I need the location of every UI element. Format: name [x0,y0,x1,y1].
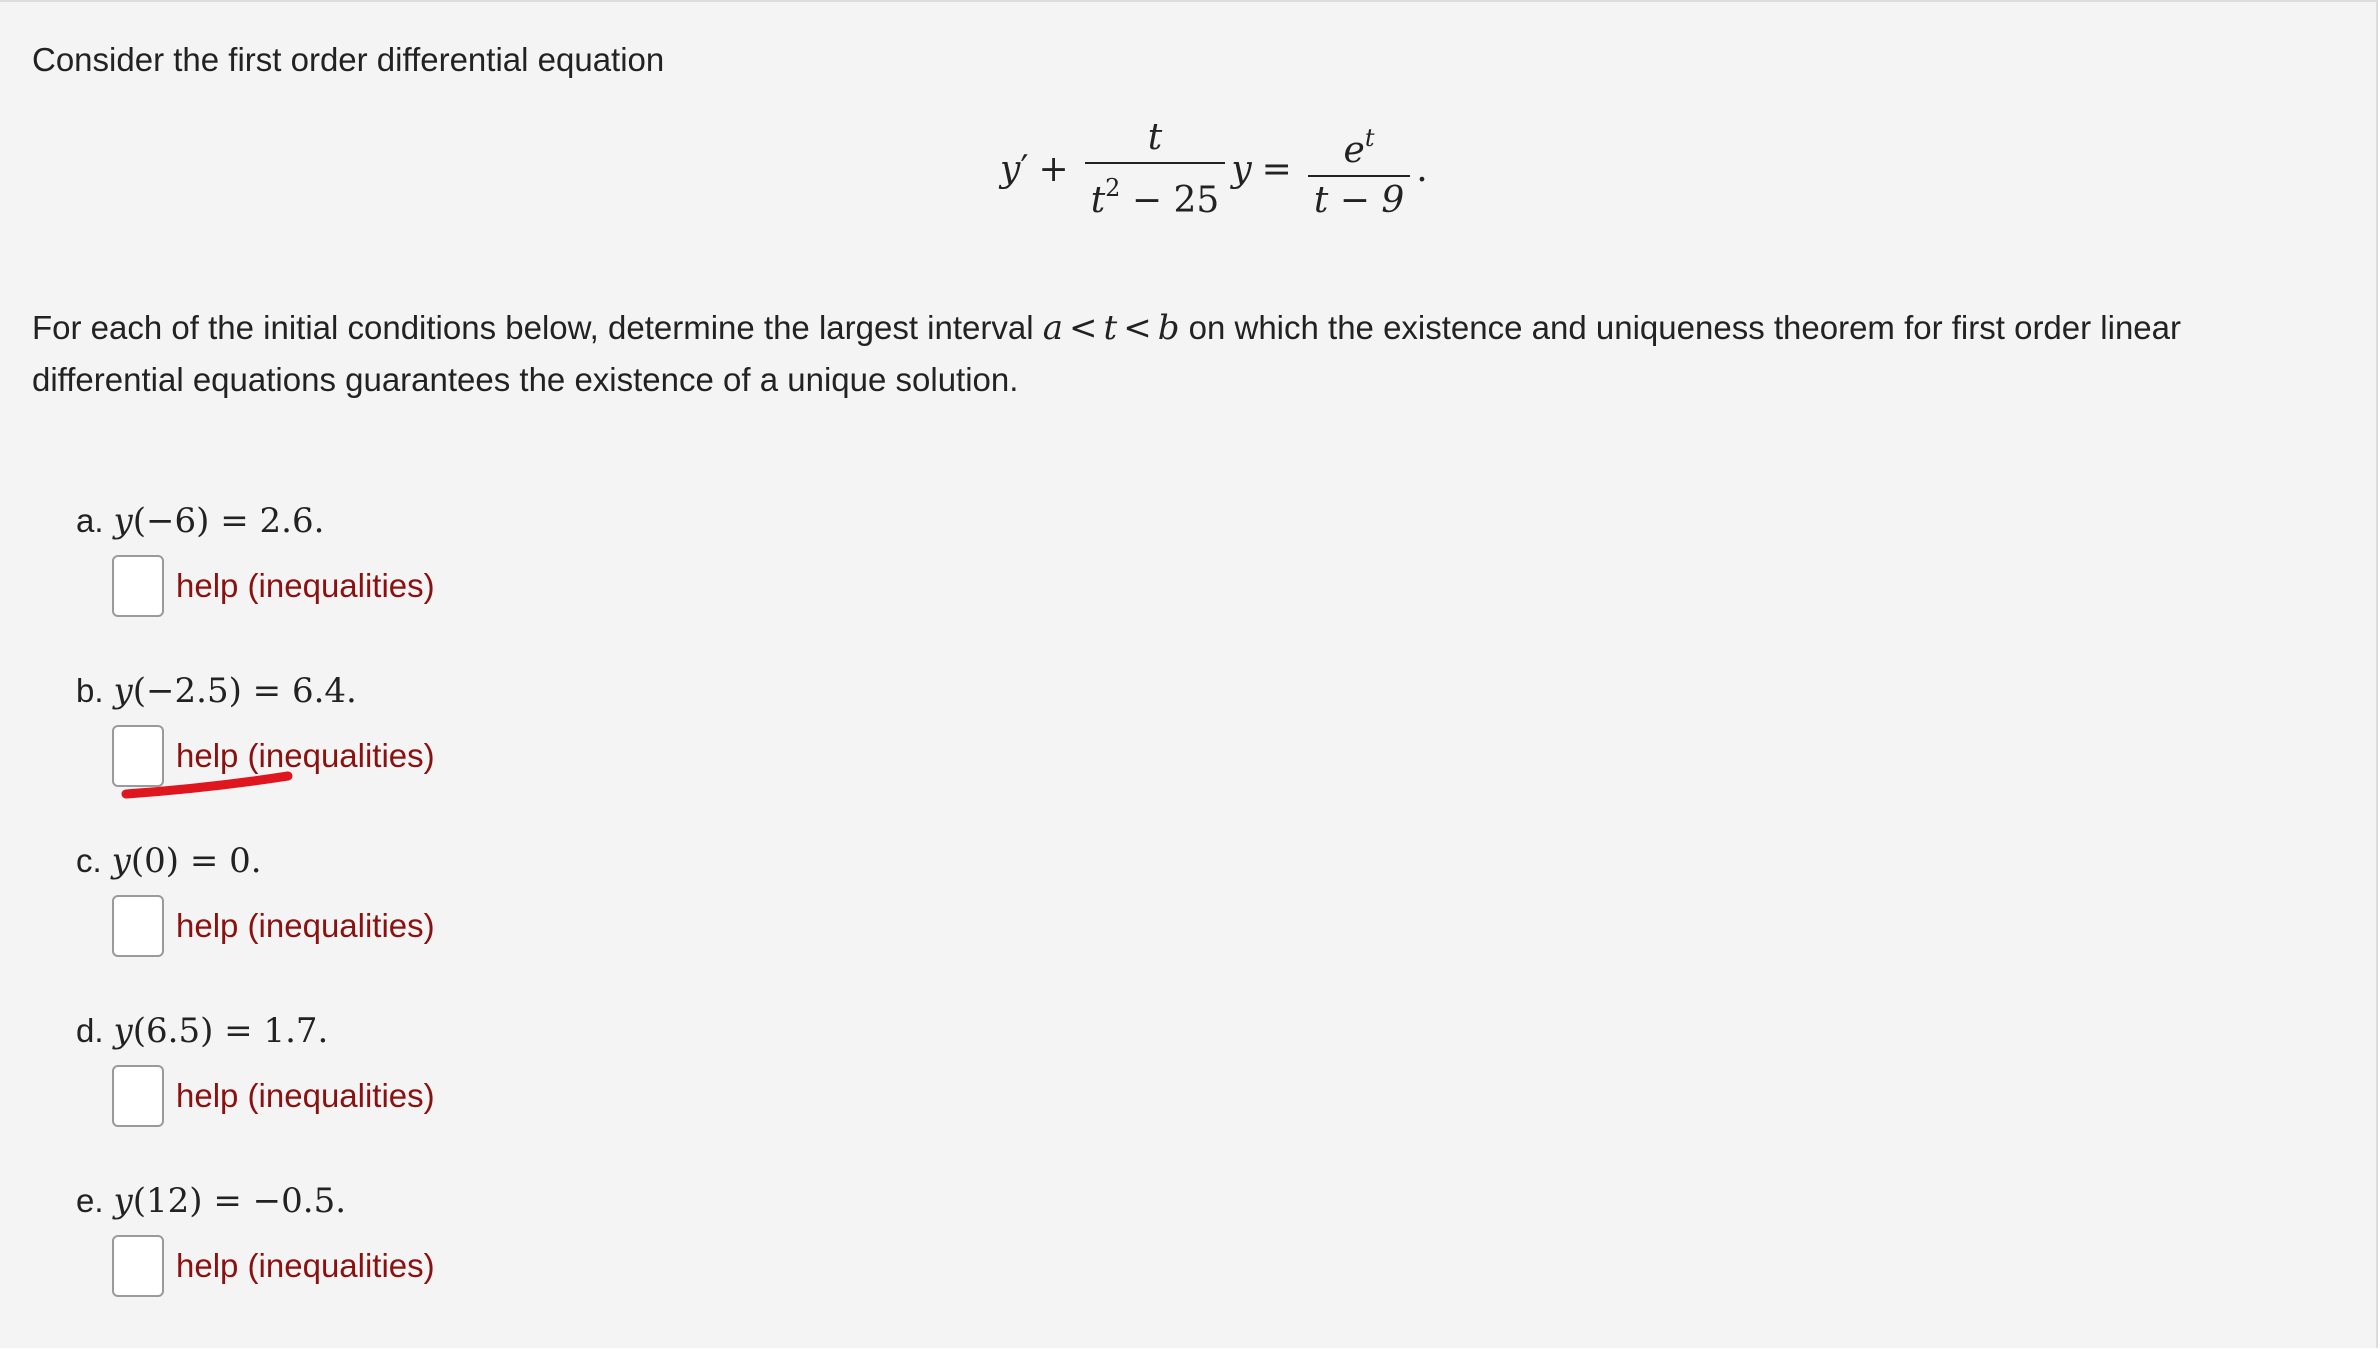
eq-frac1-den-exp: 2 [1105,173,1121,202]
initial-condition [114,669,357,713]
cond-arg: (−2.5) [132,671,242,711]
help-link-a[interactable]: help (inequalities) [176,567,435,604]
help-link-b[interactable]: help (inequalities) [176,737,435,774]
part-letter: d. [76,1012,104,1049]
part-c-label [76,839,876,883]
cond-value: = 2.6. [209,501,325,541]
part-b [76,669,876,787]
eq-period: . [1416,148,1428,190]
eq-prime: ′ [1020,148,1029,190]
initial-condition [114,499,325,543]
initial-condition [112,839,262,883]
part-letter: c. [76,842,102,879]
ineq-lt-1: < [1069,308,1098,348]
cond-fn: y [113,671,133,711]
part-letter: b. [76,672,104,709]
cond-fn: y [113,501,133,541]
answer-input-a[interactable] [112,555,164,617]
eq-frac2-num-exp: t [1364,123,1375,152]
intro-text: Consider the first order differential equation [32,41,665,78]
cond-arg: (−6) [132,501,210,541]
cond-value: = −0.5. [202,1181,347,1221]
answer-input-d[interactable] [112,1065,164,1127]
eq-frac1-den-rest: − 25 [1120,179,1220,221]
eq-frac1-denominator [1085,164,1226,225]
cond-arg: (12) [132,1181,203,1221]
eq-y: y [1000,148,1021,190]
help-link-d[interactable]: help (inequalities) [176,1077,435,1114]
cond-value: = 0. [179,841,262,881]
cond-fn: y [113,1011,133,1051]
part-letter: a. [76,502,104,539]
part-letter: e. [76,1182,104,1219]
eq-frac1-den-var: t [1090,179,1106,221]
instructions-text [32,302,2332,405]
eq-frac2-denominator: t − 9 [1313,179,1405,221]
interval-inequality [1043,308,1180,348]
part-e-label [76,1179,876,1223]
answer-input-e[interactable] [112,1235,164,1297]
initial-condition [114,1009,329,1053]
eq-frac1-numerator: t [1147,116,1163,158]
differential-equation [1000,114,1428,224]
ineq-a: a [1042,308,1064,348]
cond-fn: y [113,1181,133,1221]
help-link-e[interactable]: help (inequalities) [176,1247,435,1284]
ineq-lt-2: < [1123,308,1152,348]
eq-fraction-1 [1085,114,1226,225]
instructions-after: on which the existence and uniqueness theorem for first order linear differential equations guarantees the existence of a unique solution. [32,309,2182,398]
eq-y-term: y [1231,148,1252,190]
part-a-label [76,499,876,543]
part-d [76,1009,876,1127]
answer-row [112,1065,876,1127]
answer-input-b[interactable] [112,725,164,787]
help-link-c[interactable]: help (inequalities) [176,907,435,944]
instructions-before: For each of the initial conditions below, determine the largest interval [32,309,1043,346]
part-e [76,1179,876,1297]
answer-row [112,1235,876,1297]
eq-frac2-numerator [1338,114,1381,175]
answer-row [112,725,876,787]
cond-value: = 6.4. [241,671,357,711]
part-a [76,499,876,617]
answer-row [112,895,876,957]
ineq-t: t [1103,308,1118,348]
eq-fraction-2 [1308,114,1410,225]
initial-condition [114,1179,347,1223]
part-b-label [76,669,876,713]
eq-plus: + [1038,148,1069,190]
eq-frac2-num-base: e [1343,129,1365,171]
ineq-b: b [1157,308,1180,348]
cond-fn: y [111,841,131,881]
part-c [76,839,876,957]
cond-arg: (6.5) [132,1011,214,1051]
cond-arg: (0) [130,841,180,881]
answer-row [112,555,876,617]
answer-input-c[interactable] [112,895,164,957]
eq-equals: = [1261,148,1292,190]
part-d-label [76,1009,876,1053]
cond-value: = 1.7. [213,1011,329,1051]
